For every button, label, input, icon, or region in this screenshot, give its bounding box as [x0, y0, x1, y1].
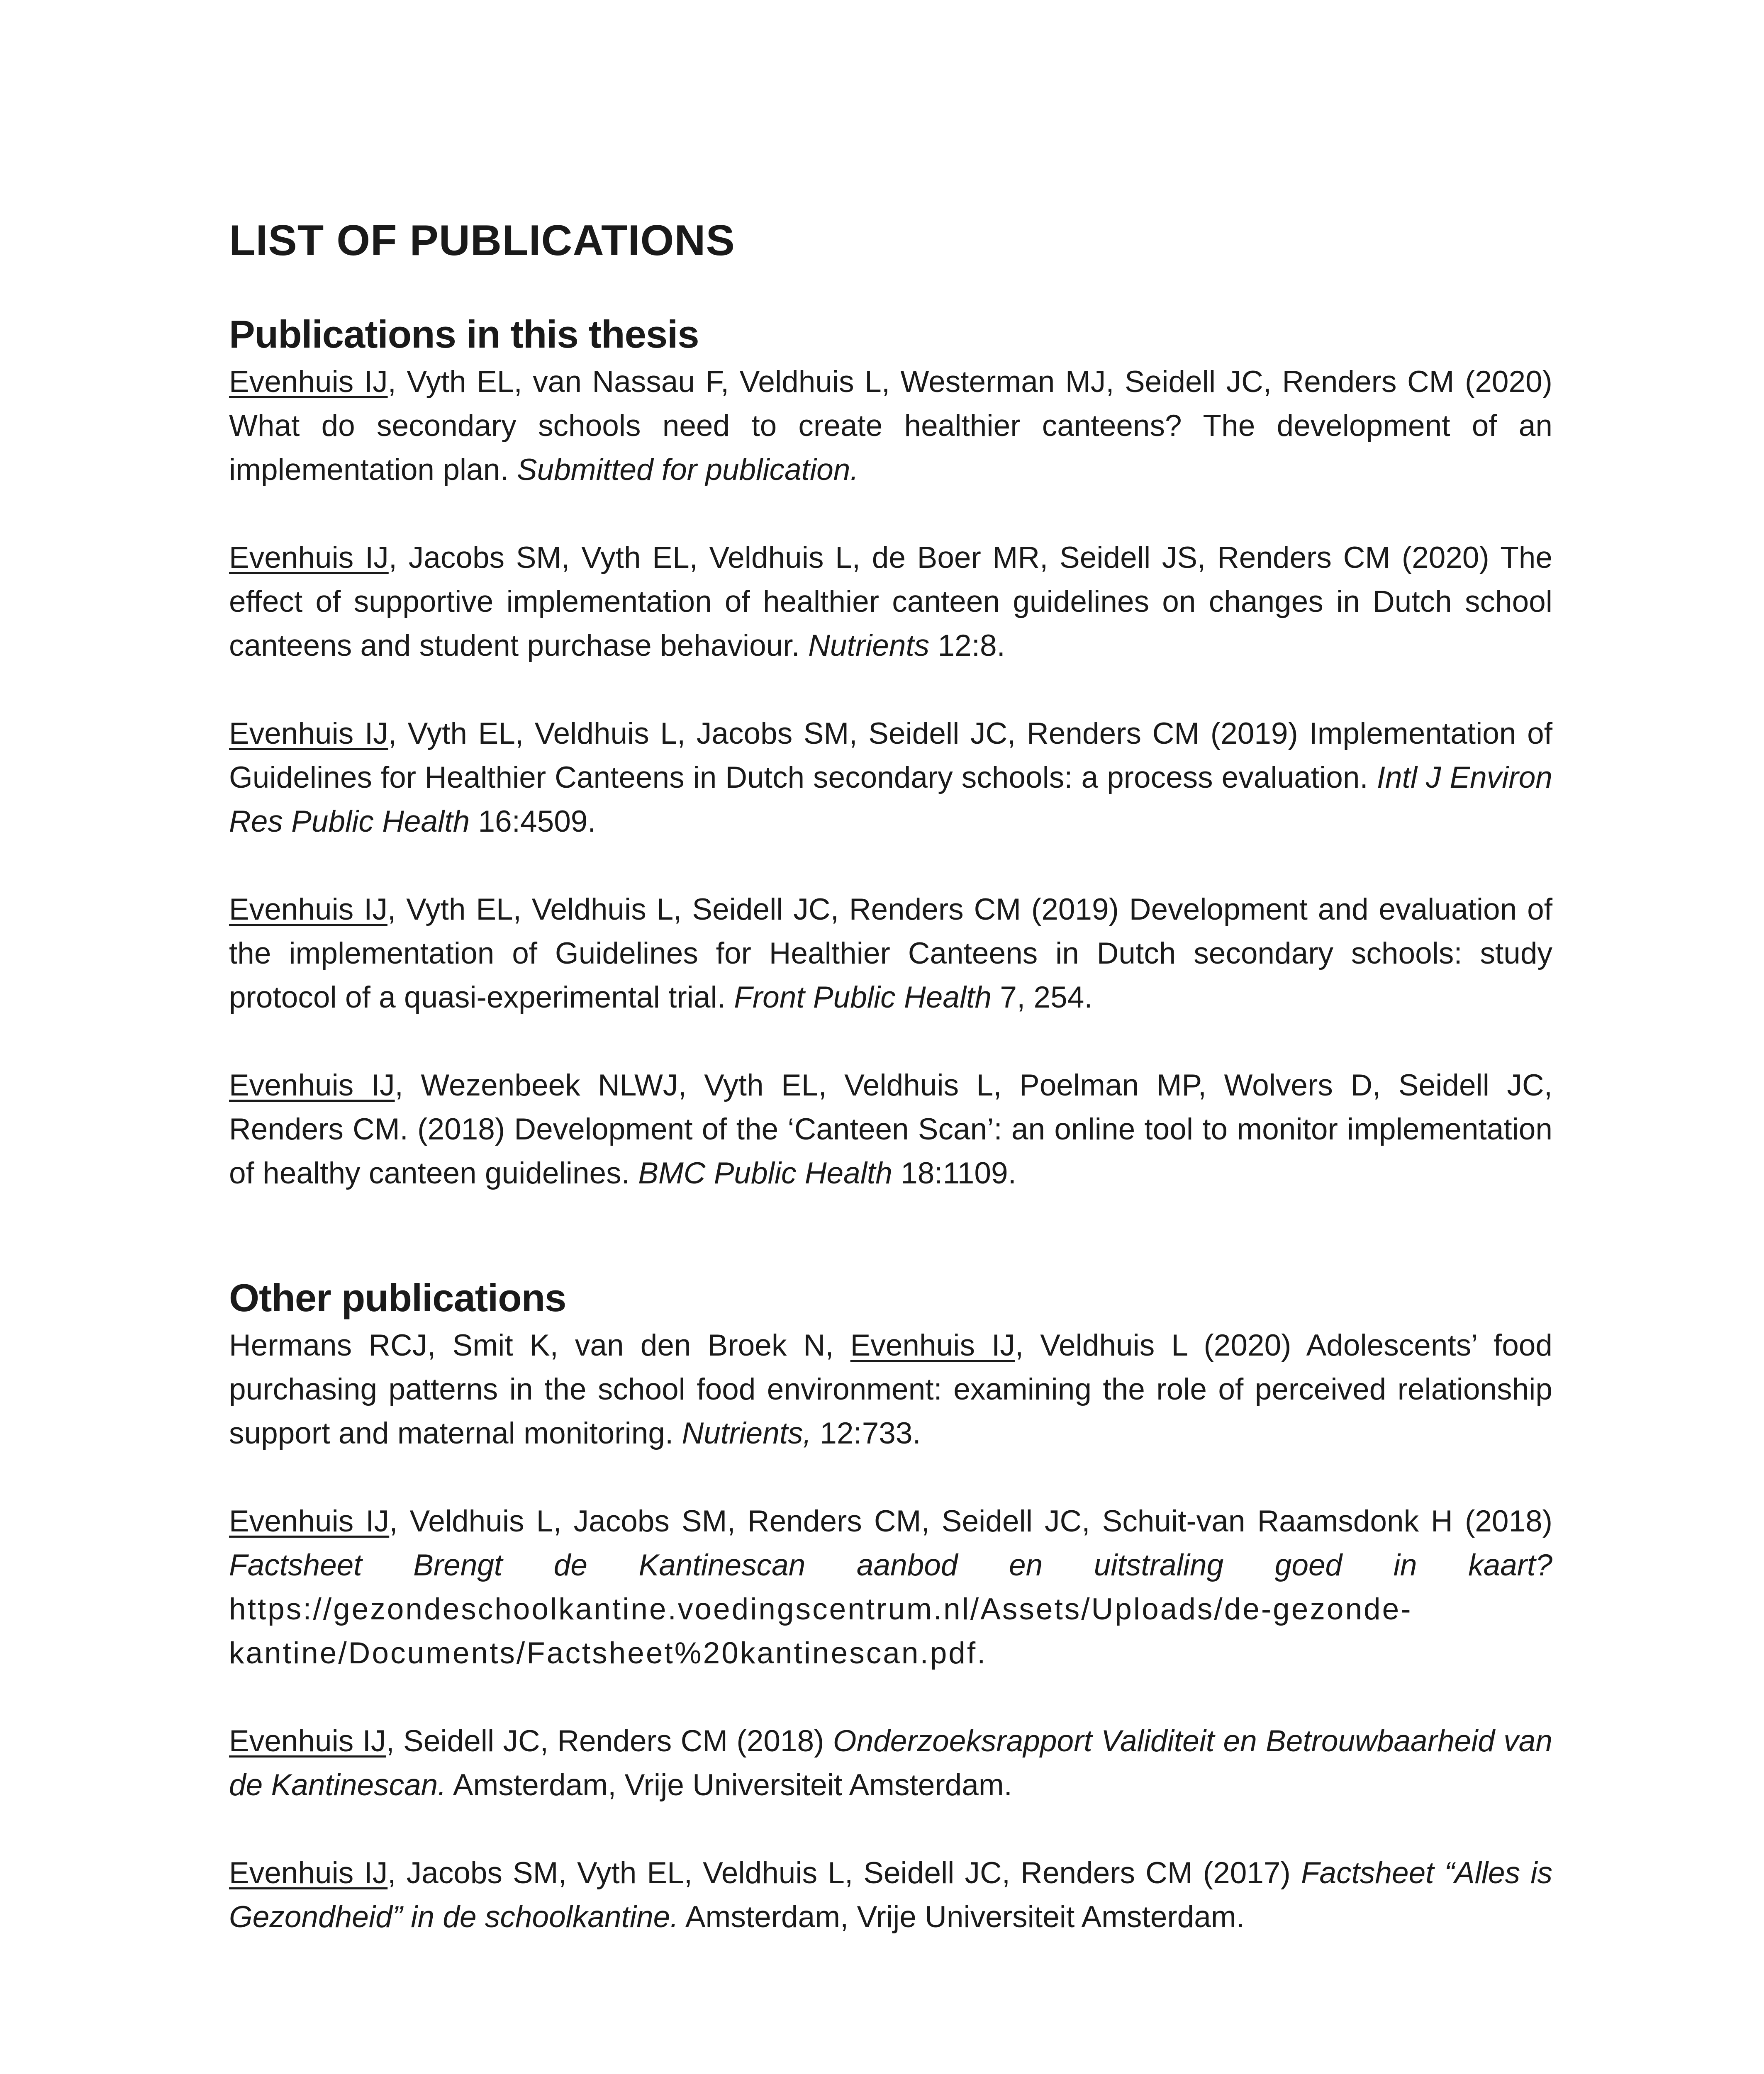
publication-entry [229, 536, 1552, 668]
entry-journal: Nutrients [808, 629, 930, 663]
section-other-publications [229, 1276, 1552, 1939]
page-title: LIST OF PUBLICATIONS [229, 217, 735, 265]
entry-tail: 12:8. [929, 629, 1005, 663]
publication-entry [229, 888, 1552, 1020]
publication-entry [229, 712, 1552, 844]
entry-journal: Intl J Environ Res Public Health [229, 761, 1552, 839]
entry-pre: Hermans RCJ, Smit K, van den Broek N, [229, 1329, 850, 1363]
author-name: Evenhuis IJ [229, 1856, 388, 1890]
entry-text: , Vyth EL, van Nassau F, Veldhuis L, Westerman MJ, Seidell JC, Renders CM (2020) What do secondary schools need to create healthier canteens? The development of an implementation plan. [229, 365, 1552, 487]
entry-text: , Wezenbeek NLWJ, Vyth EL, Veldhuis L, Poelman MP, Wolvers D, Seidell JC, Renders CM. (2018) Development of the ‘Canteen Scan’: an online tool to monitor implementation of healthy canteen guidelines. [229, 1069, 1553, 1190]
author-name: Evenhuis IJ [229, 893, 387, 927]
publication-entry [229, 1064, 1552, 1195]
entry-text: , Vyth EL, Veldhuis L, Seidell JC, Renders CM (2019) Development and evaluation of the implementation of Guidelines for Healthier Canteens in Dutch secondary schools: study protocol of a quasi-experimental trial. [229, 893, 1552, 1015]
entry-tail: 7, 254. [992, 981, 1093, 1015]
entry-tail: 12:733. [811, 1417, 921, 1451]
publication-entry [229, 360, 1552, 492]
publication-entry [229, 1851, 1552, 1939]
publication-entry [229, 1324, 1552, 1456]
entry-text: , Seidell JC, Renders CM (2018) [386, 1724, 833, 1758]
entry-title: Onderzoeksrapport Validiteit en Betrouwbaarheid van de Kantinescan. [229, 1724, 1553, 1802]
author-name: Evenhuis IJ [229, 365, 388, 399]
entry-text: , Veldhuis L (2020) Adolescents’ food purchasing patterns in the school food environment: examining the role of perceived relationship support and maternal monitoring. [229, 1329, 1552, 1451]
entry-text: , Veldhuis L, Jacobs SM, Renders CM, Seidell JC, Schuit-van Raamsdonk H (2018) [389, 1504, 1552, 1538]
entry-journal: Submitted for publication. [517, 453, 859, 487]
entry-journal: Nutrients, [682, 1417, 811, 1451]
section-heading: Publications in this thesis [229, 312, 699, 356]
section-thesis-publications [229, 312, 1552, 1195]
entry-tail: 16:4509. [470, 805, 596, 839]
entry-title: Factsheet “Alles is Gezondheid” in de schoolkantine. [229, 1856, 1552, 1934]
entry-text: , Jacobs SM, Vyth EL, Veldhuis L, Seidell JC, Renders CM (2017) [387, 1856, 1301, 1890]
author-name: Evenhuis IJ [850, 1329, 1015, 1363]
entry-tail: 18:1109. [892, 1156, 1016, 1190]
section-heading: Other publications [229, 1276, 566, 1319]
author-name: Evenhuis IJ [229, 717, 388, 751]
entry-url[interactable]: https://gezondeschoolkantine.voedingscentrum.nl/Assets/Uploads/de-gezonde-kantine/Documents/Factsheet%20kantinescan.pdf. [229, 1592, 1413, 1670]
entry-journal: Front Public Health [734, 981, 992, 1015]
author-name: Evenhuis IJ [229, 541, 389, 575]
entry-text: , Jacobs SM, Vyth EL, Veldhuis L, de Boer MR, Seidell JS, Renders CM (2020) The effect of supportive implementation of healthier canteen guidelines on changes in Dutch school canteens and student purchase behaviour. [229, 541, 1553, 663]
author-name: Evenhuis IJ [229, 1069, 395, 1103]
entry-text: , Vyth EL, Veldhuis L, Jacobs SM, Seidell JC, Renders CM (2019) Implementation of Guidelines for Healthier Canteens in Dutch secondary schools: a process evaluation. [229, 717, 1553, 795]
publication-entry [229, 1719, 1552, 1807]
entry-title: Factsheet Brengt de Kantinescan aanbod en uitstraling goed in kaart? [229, 1548, 1552, 1582]
entry-tail: Amsterdam, Vrije Universiteit Amsterdam. [446, 1768, 1012, 1802]
author-name: Evenhuis IJ [229, 1724, 386, 1758]
entry-tail: Amsterdam, Vrije Universiteit Amsterdam. [678, 1900, 1245, 1934]
publication-entry [229, 1500, 1552, 1675]
entry-journal: BMC Public Health [638, 1156, 892, 1190]
author-name: Evenhuis IJ [229, 1504, 390, 1538]
